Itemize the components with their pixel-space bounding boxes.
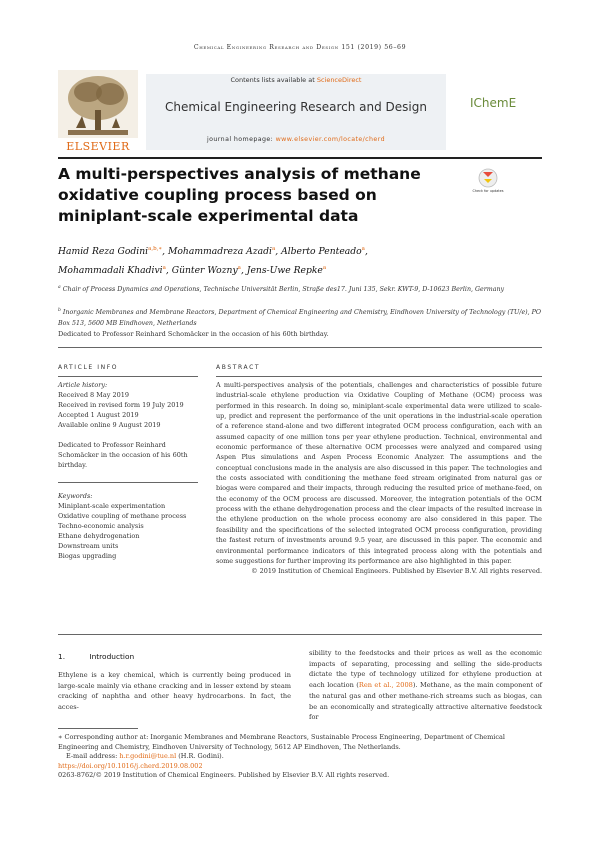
contents-line [146,76,446,84]
article-history [58,380,198,470]
email-link[interactable]: h.r.godini@tue.nl [119,752,177,761]
abstract-text: A multi-perspectives analysis of the potentials, challenges and characteristics of possible future industrial-scale ethylene production via Oxidative Coupling of Methane (OCM) process was performed in this research. In doing so, miniplant-scale experimental data were utilized to scale-up, predict and represent the performance of the unit operations in the industrial-scale operation of a reference stand-alone and two different integrated OCM process configuration, each with an assumed capacity of one million tons per year ethylene production. Technical, environmental and economic performance of these alternative OCM processes were analyzed and compared using Aspen Plus simulations and Aspen Process Economic Analyzer. The assumptions and the conceptual conclusions made in the analysis are also discussed in this paper. The technologies and the costs associated with conditioning the methane feed stream originated from natural gas or biogas were compared and their impacts, through reducing the resulted price of methane-feed, on the economy of the OCM process are discussed. Moreover, the integration potentials of the OCM process with the ethane dehydrogenation process and the clear impacts of the resulted increase in the ethylene production on the whole process economy are also considered in this paper. The feasibility and the specifications of the selected integrated OCM process configuration, providing the fastest return of investments around 9.5 year, are discussed in this paper. The economic and environmental performance indicators of this integrated process along with the potentials and some suggestions for further improving its performance are also highlighted in this paper. [216,381,542,565]
footnote-rule [58,728,138,729]
author-name[interactable]: Mohammadreza Azadi [167,246,272,258]
intro-col1: Ethylene is a key chemical, which is currently being produced in large-scale mainly via ethane cracking and in lesser extend by steam cracking of naphtha and other heavy hydrocarbons. In fact, the acces- [58,671,291,712]
abstract-heading: ABSTRACT [216,364,261,371]
citation-link[interactable]: Ren et al., 2008 [358,681,413,690]
affiliation-sup: b [58,308,61,313]
author-sup: a [162,265,166,272]
author-name[interactable]: Mohammadali Khadivi [58,265,163,277]
divider [58,482,198,483]
author-name[interactable]: Hamid Reza Godini [58,246,149,258]
email-suffix: (H.R. Godini). [176,752,224,761]
doi-link[interactable]: https://doi.org/10.1016/j.cherd.2019.08.002 [58,761,203,770]
corresponding-author: ∗ Corresponding author at: Inorganic Membranes and Membrane Reactors, Sustainable Process Engineering, Department of Chemical Engineering and Chemistry, Eindhoven University of Technology, 5612 AP Eindhoven, The Netherlands. [58,733,505,751]
affiliation-text: Inorganic Membranes and Membrane Reactors, Department of Chemical Engineering and Chemistry, Eindhoven University of Technology (TU/e), PO Box 513, 5600 MB Eindhoven, Netherlands [58,309,542,328]
author-name[interactable]: Jens-Uwe Repke [246,265,323,277]
abstract-copyright: © 2019 Institution of Chemical Engineers. Published by Elsevier B.V. All rights reserved. [251,567,542,576]
homepage-line [146,136,446,143]
issn-line: 0263-8762/© 2019 Institution of Chemical Engineers. Published by Elsevier B.V. All rights reserved. [58,771,390,780]
intro-number: 1. [58,652,66,661]
keyword: Downstream units [58,542,119,550]
icheme-logo: IChemE [470,96,517,110]
check-for-updates-icon[interactable] [472,168,504,196]
history-label: Article history: [58,381,108,389]
divider [58,347,542,348]
email-line [58,752,542,762]
homepage-prefix: journal homepage: [207,136,276,143]
journal-banner [58,70,542,154]
sciencedirect-link[interactable]: ScienceDirect [316,76,362,84]
author-list: Hamid Reza Godini$^{a,b,∗}$, Mohammadreza Azadi$^a$, Alberto Penteado$^a$, Mohammadali Khadivi$^a$, Günter Wozny$^a$, Jens-Uwe Repke$^a$ [58,246,368,277]
banner-rule [58,157,542,159]
divider [58,634,542,635]
abstract-body [216,380,542,577]
divider [58,376,198,377]
affiliation-text: Chair of Process Dynamics and Operations, Technische Universität Berlin, Straße des17. Juni 135, Sekr. KWT-9, D-10623 Berlin, Germany [62,286,505,294]
keyword: Techno-economic analysis [58,522,144,530]
author-name[interactable]: Alberto Penteado [281,246,362,258]
email-label: E-mail address: [66,752,120,761]
intro-col2-text: sibility to the feedstocks and their prices as well as the economic impacts of separating, processing and selling the side-products dictate the type of technology utilized for ethylene production at each location ( [309,649,542,690]
author-sup: a,b,∗ [148,246,163,252]
badge-label: Check for updates [472,189,504,193]
author-sup: a [237,265,241,272]
contents-prefix: Contents lists available at [230,76,317,84]
author-sup: a [271,246,276,252]
keyword: Oxidative coupling of methane process [58,512,187,520]
affiliation-a [58,282,542,295]
intro-col2 [309,648,542,723]
history-item: Received 8 May 2019 [58,391,130,399]
keyword: Biogas upgrading [58,552,117,560]
homepage-link[interactable]: www.elsevier.com/locate/cherd [275,136,385,143]
author-sup: a [322,265,327,272]
keyword: Ethane dehydrogenation [58,532,140,540]
history-item: Accepted 1 August 2019 [58,411,139,419]
publisher-name: ELSEVIER [66,140,130,153]
info-dedication: Dedicated to Professor Reinhard Schomäcker in the occasion of his 60th birthday. [58,441,188,469]
keywords-label: Keywords: [58,492,93,500]
footnote-block [58,733,542,781]
intro-heading [58,652,134,661]
keywords [58,491,198,561]
keyword: Miniplant-scale experimentation [58,502,166,510]
intro-col2-text: ). Methane, as the main component of the natural gas and other methane-rich streams such as biogas, can be an economically and strategically attractive alternative feedstock for [309,681,543,722]
intro-title: Introduction [89,652,135,661]
author-sup: a [361,246,365,252]
article-title: A multi-perspectives analysis of methane oxidative coupling process based on miniplant-scale experimental data [58,165,421,225]
history-item: Available online 9 August 2019 [58,421,161,429]
author-name[interactable]: Günter Wozny [171,265,238,277]
article-info-heading: ARTICLE INFO [58,364,119,371]
dedication: Dedicated to Professor Reinhard Schomäcker in the occasion of his 60th birthday. [58,330,329,338]
journal-title: Chemical Engineering Research and Design [165,100,427,114]
running-head: Chemical Engineering Research and Design 151 (2019) 56–69 [193,44,407,51]
affiliation-b [58,305,542,329]
divider [216,376,542,377]
history-item: Received in revised form 19 July 2019 [58,401,184,409]
affiliation-sup: a [58,285,61,290]
